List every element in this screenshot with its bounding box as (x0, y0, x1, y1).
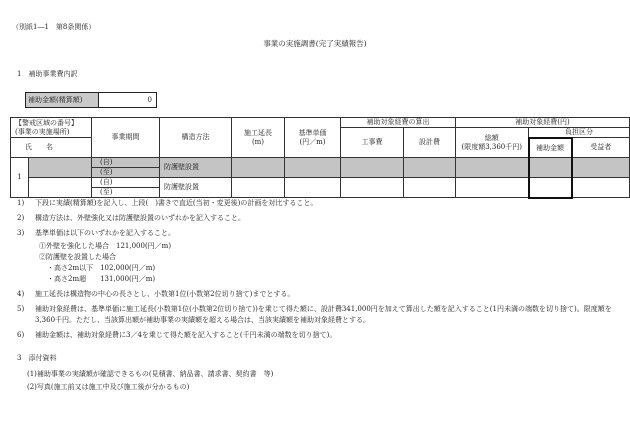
header-owner-name: 氏 名 (11, 138, 92, 158)
note-6: 6) 補助金額は、補助対象経費に3／4を乗じて得た額を記入すること(千円未満の端数を切り捨て)。 (17, 331, 337, 339)
section-3-heading: 3 添付資料 (17, 354, 57, 362)
section-1-heading: 1 補助事業費内訳 (17, 70, 78, 78)
note-2: 2) 構造方法は、外壁強化又は防護壁設置のいずれかを記入すること。 (17, 214, 245, 222)
unit-price-actual-cell[interactable] (285, 178, 341, 198)
header-total: 総額 (限度額3,360千円) (456, 128, 529, 158)
period-actual-to[interactable]: (至) (92, 188, 160, 198)
note-3-item-b2: ・高さ2m超 131,000(円／m) (47, 275, 156, 283)
header-method: 構造方法 (160, 118, 232, 158)
note-5: 5) 補助対象経費は、基準単価に施工延長(小数第1位(小数第2位切り捨て))を乗じて得た額に、設計費341,000円を加えて算出した額を記入すること(1円未満の端数を切り捨て)。限度額を3,360千円。ただし、当該算出額が補助事業の実績額を超える場合は、当該実績額を補助対象経費とする。 (17, 305, 612, 324)
attachment-item-1: (1)補助事業の実績額が確認できるもの(見積書、納品書、請求書、契約書 等) (27, 370, 274, 378)
design-plan-cell[interactable] (404, 158, 456, 178)
note-3-item-a: ①外壁を強化した場合 121,000(円／m) (39, 242, 172, 250)
subsidy-amount-value[interactable]: 0 (147, 96, 152, 104)
header-design-cost: 設計費 (404, 128, 456, 158)
header-period: 事業期間 (92, 118, 160, 158)
length-actual-cell[interactable] (232, 178, 285, 198)
subsidy-amount-label: 補助金額(精算額) (26, 93, 99, 107)
header-eligible-cost: 補助対象経費(円) (456, 118, 630, 128)
header-subsidy: 補助金額 (529, 138, 572, 158)
header-construction-cost: 工事費 (341, 128, 404, 158)
construction-plan-cell[interactable] (341, 158, 404, 178)
design-actual-cell[interactable] (404, 178, 456, 198)
expense-breakdown-table (10, 117, 630, 199)
note-4: 4) 施工延長は構造物の中心の長さとし、小数第1位(小数第2位切り捨て)までとする。 (17, 290, 295, 298)
method-plan-cell[interactable]: 防護壁設置 (160, 158, 232, 178)
attachment-item-2: (2)写真(施工前又は施工中及び施工後が分かるもの) (27, 383, 190, 391)
construction-actual-cell[interactable] (341, 178, 404, 198)
note-3: 3) 基準単価は以下のいずれかを記入すること。 (17, 229, 175, 237)
row-number: 1 (11, 158, 29, 198)
period-plan-to[interactable]: (至) (92, 168, 160, 178)
header-burden-category: 負担区分 (529, 128, 630, 138)
period-plan-from[interactable]: (自) (92, 158, 160, 168)
header-cost-calc: 補助対象経費の算出 (341, 118, 456, 128)
total-plan-cell[interactable] (456, 158, 529, 178)
period-actual-from[interactable]: (自) (92, 178, 160, 188)
subsidy-actual-cell[interactable] (529, 178, 572, 198)
note-1: 1) 下段に実績(精算額)を記入し、上段( )書きで直近(当初・変更後)の計画を対比すること。 (17, 199, 318, 207)
notes-section (17, 198, 627, 345)
header-unit-price: 基準単価 (円／m) (285, 118, 341, 158)
site-plan-cell[interactable] (29, 158, 92, 178)
header-length: 施工延長 (m) (232, 118, 285, 158)
note-3-item-b1: ・高さ2m以下 102,000(円／m) (47, 264, 156, 272)
length-plan-cell[interactable] (232, 158, 285, 178)
site-actual-cell[interactable] (29, 178, 92, 198)
method-actual-cell[interactable]: 防護壁設置 (160, 178, 232, 198)
header-beneficiary: 受益者 (572, 138, 630, 158)
document-title: 事業の実施調書(完了実績報告) (263, 39, 367, 48)
subsidy-amount-box (25, 92, 157, 108)
note-3-item-b: ②防護壁を設置した場合 (39, 253, 116, 261)
header-zone: 【警戒区域の番号】 (事業の実施場所) (11, 118, 92, 138)
header-reference: （別紙1―1 第8条関係） (12, 23, 96, 31)
unit-price-plan-cell[interactable] (285, 158, 341, 178)
beneficiary-plan-cell[interactable] (572, 158, 630, 178)
subsidy-plan-cell[interactable] (529, 158, 572, 178)
beneficiary-actual-cell[interactable] (572, 178, 630, 198)
total-actual-cell[interactable] (456, 178, 529, 198)
